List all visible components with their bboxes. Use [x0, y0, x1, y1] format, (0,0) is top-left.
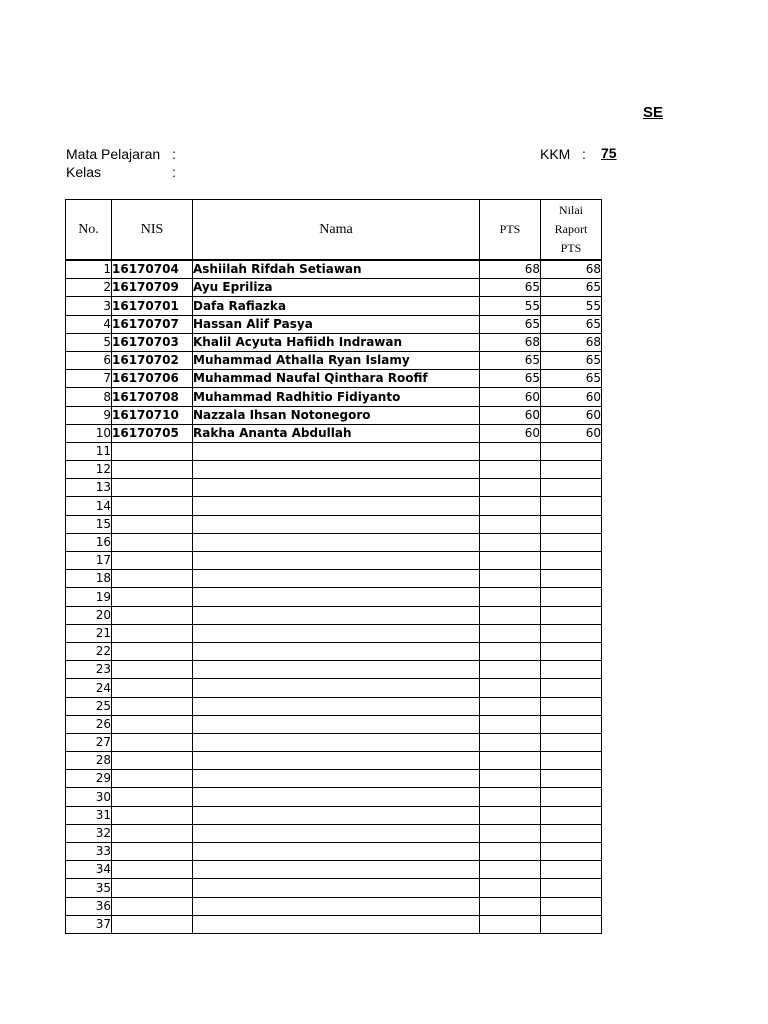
- nama-cell: [193, 679, 480, 697]
- table-row: [66, 897, 602, 915]
- table-row: [66, 570, 602, 588]
- row-number: 9: [66, 406, 112, 424]
- table-row: [66, 297, 602, 315]
- nis-cell: 16170702: [112, 351, 193, 369]
- raport-score-cell: 65: [541, 315, 602, 333]
- nama-cell: [193, 570, 480, 588]
- table-row: [66, 788, 602, 806]
- table-row: [66, 351, 602, 369]
- pts-score-cell: [480, 570, 541, 588]
- table-row: [66, 624, 602, 642]
- pts-score-cell: [480, 752, 541, 770]
- row-number: 25: [66, 697, 112, 715]
- raport-score-cell: [541, 806, 602, 824]
- nama-cell: [193, 752, 480, 770]
- raport-score-cell: [541, 461, 602, 479]
- nama-cell: Hassan Alif Pasya: [193, 315, 480, 333]
- table-row: [66, 260, 602, 279]
- nama-cell: [193, 461, 480, 479]
- nis-cell: [112, 442, 193, 460]
- nis-cell: [112, 570, 193, 588]
- nis-cell: [112, 915, 193, 933]
- table-row: [66, 752, 602, 770]
- pts-score-cell: [480, 897, 541, 915]
- table-row: [66, 333, 602, 351]
- raport-score-cell: [541, 442, 602, 460]
- row-number: 6: [66, 351, 112, 369]
- table-row: [66, 461, 602, 479]
- raport-score-cell: [541, 843, 602, 861]
- raport-score-cell: [541, 733, 602, 751]
- nis-cell: 16170704: [112, 260, 193, 279]
- table-row: [66, 661, 602, 679]
- row-number: 15: [66, 515, 112, 533]
- row-number: 7: [66, 370, 112, 388]
- column-header-pts: PTS: [480, 200, 541, 261]
- nama-cell: [193, 879, 480, 897]
- nama-cell: [193, 552, 480, 570]
- pts-score-cell: [480, 642, 541, 660]
- nis-cell: [112, 479, 193, 497]
- nis-cell: 16170710: [112, 406, 193, 424]
- row-number: 34: [66, 861, 112, 879]
- row-number: 33: [66, 843, 112, 861]
- kkm-colon: :: [582, 146, 586, 162]
- nis-cell: [112, 752, 193, 770]
- nama-cell: [193, 915, 480, 933]
- raport-score-cell: [541, 661, 602, 679]
- table-row: [66, 770, 602, 788]
- table-header-row: [66, 200, 602, 261]
- nama-cell: Ashiilah Rifdah Setiawan: [193, 260, 480, 279]
- table-row: [66, 533, 602, 551]
- table-row: [66, 442, 602, 460]
- row-number: 13: [66, 479, 112, 497]
- pts-score-cell: [480, 661, 541, 679]
- table-row: [66, 861, 602, 879]
- row-number: 20: [66, 606, 112, 624]
- row-number: 37: [66, 915, 112, 933]
- nama-cell: [193, 624, 480, 642]
- nis-cell: [112, 606, 193, 624]
- row-number: 21: [66, 624, 112, 642]
- pts-score-cell: [480, 606, 541, 624]
- mata-pelajaran-label: Mata Pelajaran: [66, 146, 161, 162]
- row-number: 35: [66, 879, 112, 897]
- nis-cell: [112, 497, 193, 515]
- nis-cell: 16170703: [112, 333, 193, 351]
- table-body: [66, 260, 602, 933]
- nama-cell: [193, 588, 480, 606]
- nis-cell: [112, 788, 193, 806]
- table-row: [66, 479, 602, 497]
- table-row: [66, 806, 602, 824]
- raport-score-cell: [541, 606, 602, 624]
- pts-score-cell: [480, 915, 541, 933]
- nama-cell: [193, 661, 480, 679]
- nama-cell: [193, 479, 480, 497]
- row-number: 23: [66, 661, 112, 679]
- table-row: [66, 824, 602, 842]
- pts-score-cell: [480, 588, 541, 606]
- pts-score-cell: [480, 697, 541, 715]
- table-row: [66, 552, 602, 570]
- table-row: [66, 315, 602, 333]
- raport-score-cell: [541, 752, 602, 770]
- nis-cell: 16170706: [112, 370, 193, 388]
- raport-score-cell: 65: [541, 370, 602, 388]
- mata-pelajaran-colon: :: [172, 146, 176, 162]
- nis-cell: 16170709: [112, 279, 193, 297]
- table-row: [66, 279, 602, 297]
- nama-cell: Ayu Epriliza: [193, 279, 480, 297]
- column-header-nilai-raport-pts: [541, 200, 602, 261]
- nama-cell: Khalil Acyuta Hafiidh Indrawan: [193, 333, 480, 351]
- table-row: [66, 733, 602, 751]
- nis-cell: [112, 697, 193, 715]
- nama-cell: Muhammad Naufal Qinthara Roofif: [193, 370, 480, 388]
- raport-score-cell: [541, 824, 602, 842]
- column-header-raport-line3: PTS: [560, 241, 582, 255]
- nis-cell: [112, 824, 193, 842]
- kkm-value: 75: [601, 145, 617, 161]
- nama-cell: [193, 715, 480, 733]
- pts-score-cell: 55: [480, 297, 541, 315]
- table-row: [66, 915, 602, 933]
- row-number: 32: [66, 824, 112, 842]
- raport-score-cell: [541, 770, 602, 788]
- raport-score-cell: 68: [541, 333, 602, 351]
- nama-cell: [193, 442, 480, 460]
- row-number: 14: [66, 497, 112, 515]
- table-row: [66, 679, 602, 697]
- raport-score-cell: [541, 552, 602, 570]
- row-number: 3: [66, 297, 112, 315]
- raport-score-cell: [541, 697, 602, 715]
- pts-score-cell: 60: [480, 388, 541, 406]
- raport-score-cell: [541, 624, 602, 642]
- raport-score-cell: [541, 715, 602, 733]
- row-number: 1: [66, 260, 112, 279]
- column-header-raport-line1: Nilai: [559, 203, 583, 217]
- row-number: 16: [66, 533, 112, 551]
- nama-cell: [193, 606, 480, 624]
- row-number: 29: [66, 770, 112, 788]
- raport-score-cell: [541, 497, 602, 515]
- nama-cell: Rakha Ananta Abdullah: [193, 424, 480, 442]
- nama-cell: Dafa Rafiazka: [193, 297, 480, 315]
- pts-score-cell: 65: [480, 279, 541, 297]
- table-row: [66, 497, 602, 515]
- nis-cell: [112, 661, 193, 679]
- raport-score-cell: 55: [541, 297, 602, 315]
- raport-score-cell: [541, 679, 602, 697]
- row-number: 17: [66, 552, 112, 570]
- pts-score-cell: [480, 515, 541, 533]
- table-row: [66, 588, 602, 606]
- nama-cell: [193, 897, 480, 915]
- pts-score-cell: [480, 552, 541, 570]
- nis-cell: [112, 461, 193, 479]
- row-number: 5: [66, 333, 112, 351]
- nis-cell: [112, 843, 193, 861]
- raport-score-cell: [541, 533, 602, 551]
- nama-cell: [193, 861, 480, 879]
- raport-score-cell: [541, 788, 602, 806]
- nama-cell: [193, 515, 480, 533]
- row-number: 26: [66, 715, 112, 733]
- kelas-label: Kelas: [66, 164, 102, 180]
- pts-score-cell: 60: [480, 406, 541, 424]
- table-row: [66, 642, 602, 660]
- nis-cell: [112, 770, 193, 788]
- pts-score-cell: 65: [480, 351, 541, 369]
- pts-score-cell: 65: [480, 315, 541, 333]
- pts-score-cell: 68: [480, 333, 541, 351]
- nis-cell: [112, 679, 193, 697]
- nis-cell: [112, 861, 193, 879]
- nama-cell: [193, 642, 480, 660]
- nis-cell: [112, 588, 193, 606]
- pts-score-cell: [480, 861, 541, 879]
- row-number: 30: [66, 788, 112, 806]
- row-number: 18: [66, 570, 112, 588]
- table-row: [66, 715, 602, 733]
- pts-score-cell: [480, 679, 541, 697]
- nis-cell: [112, 552, 193, 570]
- nama-cell: Muhammad Athalla Ryan Islamy: [193, 351, 480, 369]
- column-header-raport-line2: Raport: [554, 222, 588, 236]
- nis-cell: [112, 624, 193, 642]
- nis-cell: [112, 533, 193, 551]
- nis-cell: [112, 642, 193, 660]
- nama-cell: Muhammad Radhitio Fidiyanto: [193, 388, 480, 406]
- pts-score-cell: 60: [480, 424, 541, 442]
- nis-cell: 16170708: [112, 388, 193, 406]
- row-number: 11: [66, 442, 112, 460]
- row-number: 28: [66, 752, 112, 770]
- table-row: [66, 606, 602, 624]
- kelas-colon: :: [172, 164, 176, 180]
- column-header-nis: NIS: [112, 200, 193, 261]
- table-row: [66, 697, 602, 715]
- nis-cell: [112, 879, 193, 897]
- nama-cell: [193, 788, 480, 806]
- row-number: 27: [66, 733, 112, 751]
- raport-score-cell: 60: [541, 388, 602, 406]
- pts-score-cell: [480, 843, 541, 861]
- row-number: 24: [66, 679, 112, 697]
- column-header-nama: Nama: [193, 200, 480, 261]
- raport-score-cell: [541, 642, 602, 660]
- raport-score-cell: 68: [541, 260, 602, 279]
- nis-cell: [112, 715, 193, 733]
- raport-score-cell: 60: [541, 406, 602, 424]
- nis-cell: [112, 733, 193, 751]
- raport-score-cell: [541, 515, 602, 533]
- row-number: 31: [66, 806, 112, 824]
- nama-cell: [193, 697, 480, 715]
- pts-score-cell: [480, 461, 541, 479]
- nis-cell: [112, 806, 193, 824]
- nis-cell: 16170705: [112, 424, 193, 442]
- table-row: [66, 424, 602, 442]
- raport-score-cell: 60: [541, 424, 602, 442]
- nama-cell: [193, 770, 480, 788]
- student-grade-table: [65, 199, 602, 934]
- raport-score-cell: [541, 861, 602, 879]
- raport-score-cell: [541, 915, 602, 933]
- row-number: 10: [66, 424, 112, 442]
- pts-score-cell: [480, 824, 541, 842]
- nis-cell: [112, 515, 193, 533]
- raport-score-cell: [541, 879, 602, 897]
- raport-score-cell: 65: [541, 351, 602, 369]
- column-header-no: No.: [66, 200, 112, 261]
- pts-score-cell: [480, 624, 541, 642]
- nama-cell: [193, 533, 480, 551]
- raport-score-cell: [541, 588, 602, 606]
- table-row: [66, 515, 602, 533]
- pts-score-cell: [480, 806, 541, 824]
- nama-cell: [193, 806, 480, 824]
- raport-score-cell: [541, 479, 602, 497]
- nama-cell: [193, 497, 480, 515]
- row-number: 36: [66, 897, 112, 915]
- raport-score-cell: [541, 570, 602, 588]
- pts-score-cell: [480, 442, 541, 460]
- document-title: SE: [643, 104, 664, 121]
- pts-score-cell: [480, 770, 541, 788]
- pts-score-cell: [480, 879, 541, 897]
- table-row: [66, 388, 602, 406]
- table-row: [66, 879, 602, 897]
- pts-score-cell: [480, 788, 541, 806]
- table-row: [66, 406, 602, 424]
- nis-cell: [112, 897, 193, 915]
- raport-score-cell: 65: [541, 279, 602, 297]
- nama-cell: [193, 824, 480, 842]
- nis-cell: 16170707: [112, 315, 193, 333]
- pts-score-cell: [480, 715, 541, 733]
- pts-score-cell: [480, 533, 541, 551]
- table-row: [66, 370, 602, 388]
- pts-score-cell: 65: [480, 370, 541, 388]
- nama-cell: [193, 843, 480, 861]
- raport-score-cell: [541, 897, 602, 915]
- row-number: 19: [66, 588, 112, 606]
- row-number: 8: [66, 388, 112, 406]
- row-number: 2: [66, 279, 112, 297]
- table-row: [66, 843, 602, 861]
- pts-score-cell: [480, 497, 541, 515]
- kkm-label: KKM: [540, 146, 571, 162]
- row-number: 22: [66, 642, 112, 660]
- pts-score-cell: 68: [480, 260, 541, 279]
- nama-cell: Nazzala Ihsan Notonegoro: [193, 406, 480, 424]
- pts-score-cell: [480, 479, 541, 497]
- row-number: 12: [66, 461, 112, 479]
- row-number: 4: [66, 315, 112, 333]
- nama-cell: [193, 733, 480, 751]
- nis-cell: 16170701: [112, 297, 193, 315]
- pts-score-cell: [480, 733, 541, 751]
